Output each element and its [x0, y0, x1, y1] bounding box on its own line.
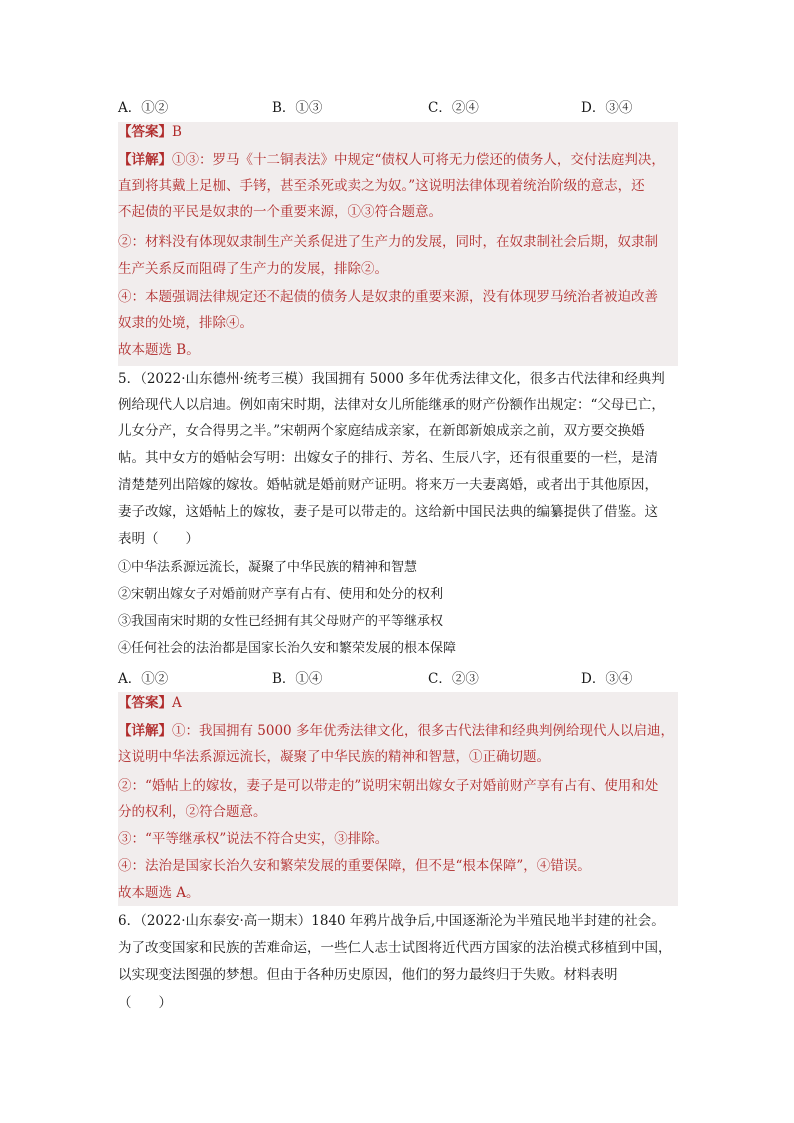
answer-tag: 【答案】: [118, 124, 172, 140]
q5-detail-line-6: ④：法治是国家长治久安和繁荣发展的重要保障，但不是“根本保障”，④错误。: [118, 858, 591, 874]
q5-option-d: D．③④: [581, 671, 633, 687]
q5-stem-line-5: 清楚楚列出陪嫁的嫁妆。婚帖就是婚前财产证明。将来万一夫妻离婚，或者出于其他原因，: [118, 477, 658, 493]
q6-stem-line-1: 6．（2022·山东泰安·高一期末）1840 年鸦片战争后,中国逐渐沦为半殖民地半封建的社会。: [118, 913, 665, 929]
q5-option-a: A．①②: [118, 671, 169, 687]
q5-statement-2: ②宋朝出嫁女子对婚前财产享有占有、使用和处分的权利: [118, 587, 444, 602]
q5-option-b: B．①④: [272, 671, 323, 687]
q4-detail-line-5: 生产关系反而阻碍了生产力的发展，排除②。: [118, 261, 388, 277]
q4-option-c: C．②④: [428, 100, 479, 116]
q4-options: [118, 96, 678, 120]
q4-detail-line-6: ④：本题强调法律规定还不起债的债务人是奴隶的重要来源，没有体现罗马统治者被迫改善: [118, 289, 658, 305]
detail-tag: 【详解】: [118, 723, 172, 739]
answer-value: A: [172, 695, 182, 711]
q5-option-c: C．②③: [428, 671, 479, 687]
q5-statement-4: ④任何社会的法治都是国家长治久安和繁荣发展的根本保障: [118, 641, 457, 656]
q5-stem-line-1: 5．（2022·山东德州·统考三模）我国拥有 5000 多年优秀法律文化，很多古代法律和经典判: [118, 371, 665, 387]
q4-detail-line-4: ②：材料没有体现奴隶制生产关系促进了生产力的发展，同时，在奴隶制社会后期，奴隶制: [118, 234, 658, 250]
q5-statement-3: ③我国南宋时期的女性已经拥有其父母财产的平等继承权: [118, 614, 444, 629]
q6-stem-line-3: 以实现变法图强的梦想。但由于各种历史原因，他们的努力最终归于失败。材料表明: [118, 967, 618, 983]
q5-options: [118, 667, 678, 691]
q5-stem-line-2: 例给现代人以启迪。例如南宋时期，法律对女儿所能继承的财产份额作出规定：“父母已亡，: [118, 397, 665, 413]
q5-detail-line-5: ③：“平等继承权”说法不符合史实，③排除。: [118, 831, 389, 847]
q4-answer: [118, 119, 678, 145]
q5-detail-line-4: 分的权利，②符合题意。: [118, 804, 267, 820]
q5-detail-line-1: [118, 718, 678, 744]
q4-detail-line-1: [118, 147, 678, 173]
q5-detail-line-2: 这说明中华法系源远流长，凝聚了中华民族的精神和智慧，①正确切题。: [118, 749, 550, 765]
q4-detail-line-2: 直到将其戴上足枷、手铐，甚至杀死或卖之为奴。”这说明法律体现着统治阶级的意志，还: [118, 178, 645, 194]
answer-tag: 【答案】: [118, 695, 172, 711]
q4-option-a: A．①②: [118, 100, 169, 116]
q5-stem-line-3: 儿女分产，女合得男之半。”宋朝两个家庭结成亲家，在新郎新娘成亲之前，双方要交换婚: [118, 423, 645, 439]
q5-stem-line-6: 妻子改嫁，这婚帖上的嫁妆，妻子是可以带走的。这给新中国民法典的编纂提供了借鉴。这: [118, 504, 658, 520]
answer-value: B: [172, 124, 182, 140]
q5-conclusion: 故本题选 A。: [118, 885, 200, 901]
detail-text: ①③：罗马《十二铜表法》中规定“债权人可将无力偿还的债务人，交付法庭判决，: [172, 152, 665, 168]
q5-detail-line-3: ②：“婚帖上的嫁妆，妻子是可以带走的”说明宋朝出嫁女子对婚前财产享有占有、使用和处: [118, 778, 659, 794]
q4-option-d: D．③④: [581, 100, 633, 116]
q5-statement-1: ①中华法系源远流长，凝聚了中华民族的精神和智慧: [118, 560, 418, 575]
q6-stem-line-2: 为了改变国家和民族的苦难命运，一些仁人志士试图将近代西方国家的法治模式移植到中国，: [118, 940, 672, 956]
q5-stem-line-4: 帖。其中女方的婚帖会写明：出嫁女子的排行、芳名、生辰八字，还有很重要的一栏，是清: [118, 450, 658, 466]
q5-stem-line-7: 表明（ ）: [118, 531, 199, 547]
q6-stem-line-4: （ ）: [118, 995, 172, 1011]
q5-answer: [118, 690, 678, 716]
detail-tag: 【详解】: [118, 152, 172, 168]
q4-conclusion: 故本题选 B。: [118, 342, 200, 358]
q4-detail-line-7: 奴隶的处境，排除④。: [118, 315, 253, 331]
detail-text: ①：我国拥有 5000 多年优秀法律文化，很多古代法律和经典判例给现代人以启迪，: [172, 723, 674, 739]
q4-detail-line-3: 不起债的平民是奴隶的一个重要来源，①③符合题意。: [118, 204, 442, 220]
q4-option-b: B．①③: [272, 100, 323, 116]
